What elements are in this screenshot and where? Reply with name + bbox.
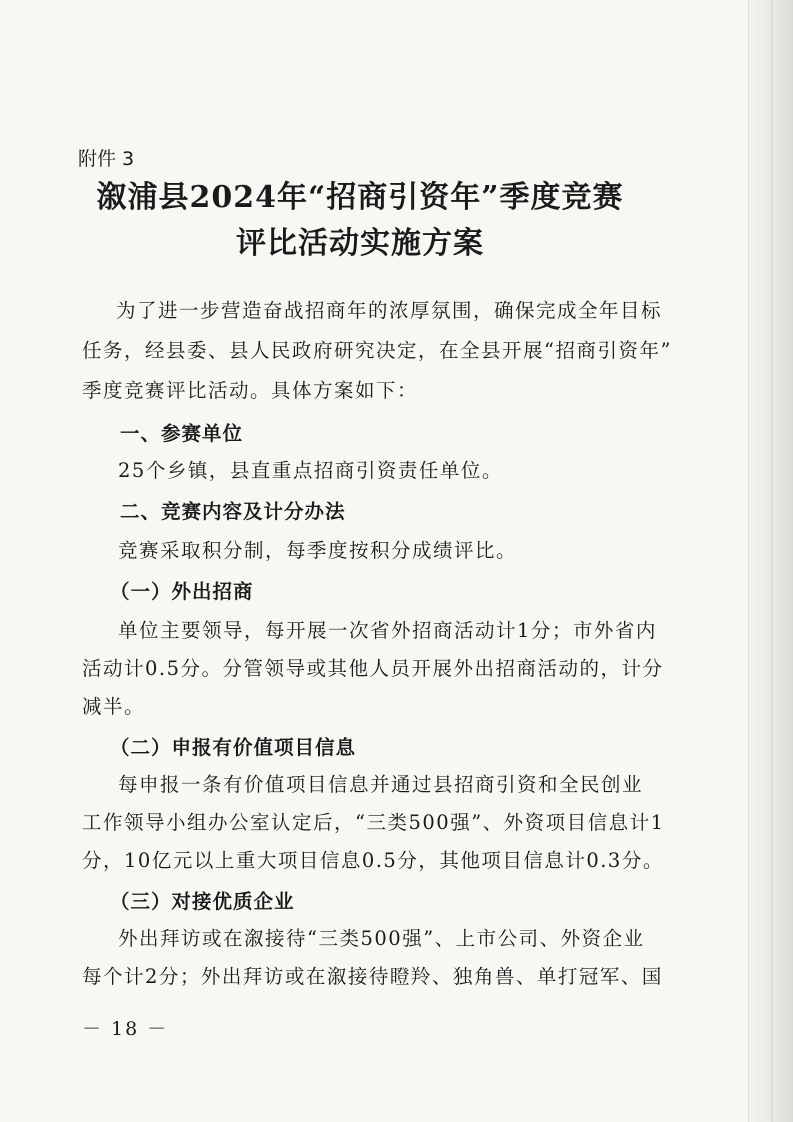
page-number: － 18 －: [82, 1018, 169, 1040]
sub2-line: 工作领导小组办公室认定后，“三类500强”、外资项目信息计1: [82, 811, 665, 834]
section2-text: 竞赛采取积分制，每季度按积分成绩评比。: [118, 539, 518, 562]
sub3-heading: （三）对接优质企业: [110, 890, 295, 913]
sub3-line: 外出拜访或在溆接待“三类500强”、上市公司、外资企业: [118, 927, 645, 950]
intro-line: 为了进一步营造奋战招商年的浓厚氛围，确保完成全年目标: [116, 299, 663, 322]
sub1-line: 减半。: [82, 695, 146, 718]
sub2-line: 分，10亿元以上重大项目信息0.5分，其他项目信息计0.3分。: [82, 849, 664, 872]
document-title-line1: 溆浦县2024年“招商引资年”季度竞赛: [96, 180, 624, 215]
section2-heading: 二、竞赛内容及计分办法: [120, 500, 346, 523]
sub1-heading: （一）外出招商: [110, 580, 254, 603]
sub1-line: 单位主要领导，每开展一次省外招商活动计1分；市外省内: [118, 619, 657, 642]
section1-heading: 一、参赛单位: [120, 422, 244, 445]
sub2-heading: （二）申报有价值项目信息: [110, 736, 357, 759]
intro-line: 季度竞赛评比活动。具体方案如下：: [82, 379, 419, 402]
sub2-line: 每申报一条有价值项目信息并通过县招商引资和全民创业: [118, 773, 644, 796]
intro-line: 任务，经县委、县人民政府研究决定，在全县开展“招商引资年”: [82, 339, 672, 362]
document-title-line2: 评比活动实施方案: [236, 226, 484, 261]
sub3-line: 每个计2分；外出拜访或在溆接待瞪羚、独角兽、单打冠军、国: [82, 965, 663, 988]
sub1-line: 活动计0.5分。分管领导或其他人员开展外出招商活动的，计分: [82, 657, 664, 680]
attachment-label: 附件 3: [78, 148, 135, 170]
section1-text: 25个乡镇，县直重点招商引资责任单位。: [118, 459, 503, 482]
scan-edge-line: [771, 0, 773, 1122]
